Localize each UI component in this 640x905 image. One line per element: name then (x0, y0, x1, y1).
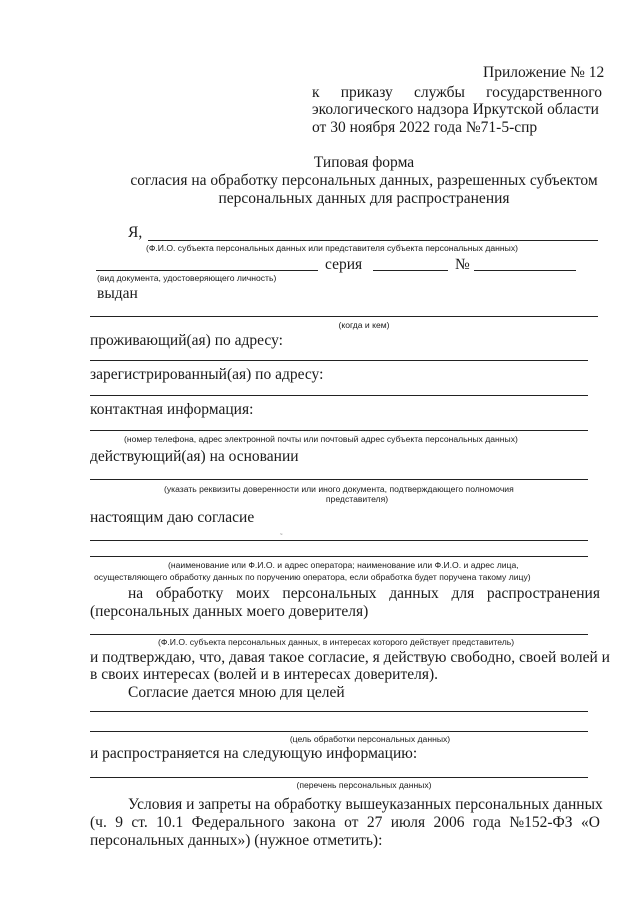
fio-hint: (Ф.И.О. субъекта персональных данных или представителя субъекта персональных данных) (146, 243, 518, 253)
purpose-label: Согласие дается мною для целей (128, 684, 345, 701)
number-field-line[interactable] (474, 270, 576, 271)
order-reference-line (312, 84, 602, 102)
contact-field-line[interactable] (90, 430, 588, 431)
series-field-line[interactable] (373, 270, 448, 271)
scan-mark-icon: ˜ (280, 532, 283, 541)
appendix-number: Приложение № 12 (483, 64, 605, 81)
conditions-line-3: персональных данных») (нужное отметить): (90, 832, 383, 849)
operator-hint-1: (наименование или Ф.И.О. и адрес оператора; наименование или Ф.И.О. и адрес лица, (168, 560, 519, 570)
purpose-field-line-2[interactable] (90, 731, 588, 732)
word: 2006 (433, 814, 465, 831)
data-list-hint: (перечень персональных данных) (296, 780, 432, 790)
word: службы (413, 84, 465, 101)
registered-field-line[interactable] (90, 395, 588, 396)
consent-label: настоящим даю согласие (90, 509, 255, 526)
operator-field-line-2[interactable] (90, 556, 588, 557)
registered-label: зарегистрированный(ая) по адресу: (90, 366, 324, 383)
residing-label: проживающий(ая) по адресу: (90, 332, 283, 349)
word: Федерального (191, 814, 285, 831)
word: на (128, 585, 144, 602)
acting-field-line[interactable] (90, 479, 588, 480)
issued-field-line[interactable] (90, 316, 598, 317)
word: к (312, 84, 320, 101)
word: 27 (366, 814, 383, 831)
confirm-line-2: в своих интересах (волей и в интересах доверителя). (90, 666, 439, 683)
fio-field-line[interactable] (148, 240, 598, 241)
word: июля (390, 814, 426, 831)
form-title: Типовая форма (313, 154, 415, 171)
contact-hint: (номер телефона, адрес электронной почты или почтовый адрес субъекта персональных данных) (124, 434, 518, 444)
word: обработку (155, 585, 224, 602)
document-hint: (вид документа, удостоверяющего личность) (97, 273, 277, 283)
word: (ч. (90, 814, 107, 831)
processing-line-1 (128, 585, 600, 603)
series-label: серия (325, 256, 363, 273)
word: приказу (340, 84, 393, 101)
number-label: № (455, 256, 470, 273)
word: 10.1 (156, 814, 184, 831)
word: от (344, 814, 359, 831)
extends-label: и распространяется на следующую информацию: (90, 745, 418, 762)
data-list-field-line[interactable] (90, 777, 588, 778)
word: «О (580, 814, 600, 831)
issued-hint: (когда и кем) (338, 320, 390, 330)
form-subtitle-2: персональных данных для распространения (218, 190, 510, 207)
purpose-field-line-1[interactable] (90, 711, 588, 712)
confirm-line-1: и подтверждаю, что, давая такое согласие, я действую свободно, своей волей и (90, 649, 610, 666)
purpose-hint: (цель обработки персональных данных) (289, 734, 451, 744)
conditions-line-1: Условия и запреты на обработку вышеуказанных персональных данных (128, 796, 603, 813)
conditions-line-2 (90, 814, 600, 832)
operator-hint-2: осуществляющего обработку данных по поручению оператора, если обработка будет поручена такому лицу) (94, 572, 531, 582)
form-subtitle-1: согласия на обработку персональных данных, разрешенных субъектом (130, 172, 598, 189)
subject-field-line[interactable] (90, 634, 588, 635)
residing-field-line[interactable] (90, 360, 588, 361)
word: для (451, 585, 475, 602)
word: данных (389, 585, 439, 602)
operator-field-line-1[interactable] (90, 540, 588, 541)
acting-hint-2: представителя) (325, 494, 389, 504)
word: ст. (131, 814, 148, 831)
contact-label: контактная информация: (90, 401, 254, 418)
order-date-line: от 30 ноября 2022 года №71-5-спр (312, 119, 538, 136)
agency-name-line: экологического надзора Иркутской области (312, 101, 599, 118)
document-type-field-line[interactable] (96, 270, 318, 271)
subject-hint: (Ф.И.О. субъекта персональных данных, в интересах которого действует представитель) (158, 637, 515, 647)
word: персональных (282, 585, 377, 602)
word: 9 (115, 814, 123, 831)
word: государственного (486, 84, 602, 101)
acting-label: действующий(ая) на основании (90, 448, 299, 465)
word: №152-ФЗ (509, 814, 573, 831)
word: закона (293, 814, 336, 831)
processing-line-2: (персональных данных моего доверителя) (90, 603, 369, 620)
word: распространения (486, 585, 600, 602)
word: года (472, 814, 501, 831)
acting-hint-1: (указать реквизиты доверенности или иного документа, подтверждающего полномочия (164, 484, 514, 494)
word: моих (236, 585, 270, 602)
issued-label: выдан (97, 285, 138, 302)
i-label: Я, (128, 224, 143, 241)
